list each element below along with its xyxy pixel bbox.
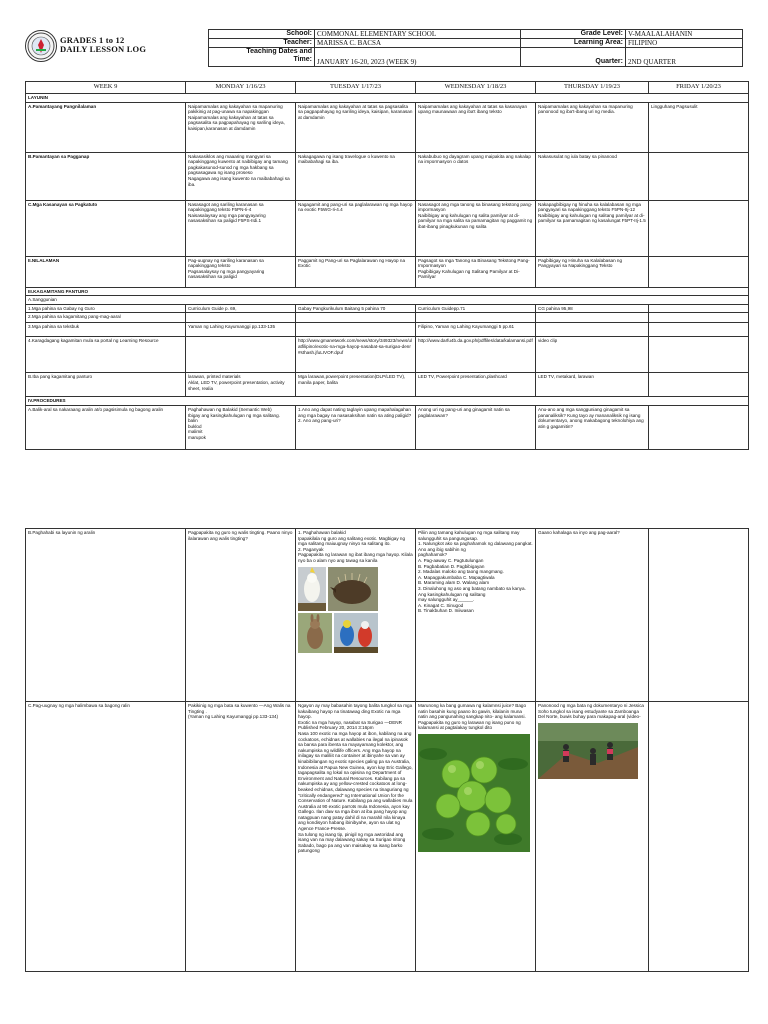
documentary-photo (538, 723, 638, 779)
cell-tuesday: Paggamit ng Pang-uri sa Paglalarawan ng Hayop na Exotic (296, 256, 416, 287)
row-label: B.Iba pang kagamitang panturo (26, 373, 186, 397)
cell-friday (649, 323, 749, 337)
cell-monday: Pakikinig ng mga bata sa kuwento —Ang Walis na Tingting . (Yaman ng Lahing Kayumanggi pp.133-134) (186, 702, 296, 972)
cell-monday: Pagpapakita ng guro ng walis tingting. Paano ninyo ilalarawan ang walis tingting? (186, 529, 296, 702)
portal-link-tuesday[interactable]: http://www.gmanetwork.com/news/story/349323/news/ulatfilipino/exotic-na-mga-hayop-nasabat-sa-surigao-denr#sthash.jfuLIVOF.dpuf (296, 337, 416, 373)
table-row (26, 313, 749, 323)
title-line1: GRADES 1 to 12 (60, 35, 125, 45)
parrots-photo (334, 613, 378, 653)
cell-tuesday: 1.Ano ang dapat nating taglayin upang mapahalagahan ang mga bagay na nasasaksihan natin sa ating paligid? 2. Ano ang pang-uri? (296, 405, 416, 449)
section-row (26, 296, 749, 305)
cell-wednesday: Curriculum Guidepp.71 (416, 304, 536, 313)
cell-thursday: Anu-ano ang mga sangguniang ginagamit sa pananaliksik? Kung tayo ay mananaliksik ng isang dokumentaryo, anong makabagong teknolohiya ang atin g gagamitin? (536, 405, 649, 449)
cell-monday: Pag-uugnay ng sariling karanasan sa napakinggang teksto Pagsasalaysay ng mga pangyayaring nasasaksihan sa paligid (186, 256, 296, 287)
grade-label: Grade Level: (521, 30, 626, 39)
row-label: II.NILALAMAN (26, 256, 186, 287)
col-friday: FRIDAY 1/20/23 (649, 82, 749, 94)
dates-label (209, 48, 315, 67)
cell-wednesday: LED TV, Powerpoint presentation,plashcard (416, 373, 536, 397)
cell-monday (186, 337, 296, 373)
col-thursday: THURSDAY 1/19/23 (536, 82, 649, 94)
cell-monday: Naipamamalas ang kakayahan sa mapanuring pakikinig at pag-unawa sa napakinggan Naipamamalas ang kakayahan at tatas sa pagsasalita sa pagpapahayag ng sariling ideya, kaisipan,karanasan at damdamin (186, 102, 296, 152)
row-label: 1.Mga pahina sa Gabay ng Guro (26, 304, 186, 313)
table-row (26, 323, 749, 337)
cell-wednesday (416, 313, 536, 323)
cell-friday (649, 702, 749, 972)
cell-friday (649, 313, 749, 323)
dates-label-line1: Teaching Dates and (246, 48, 312, 55)
section-layunin: LAYUNIN (26, 94, 749, 103)
cell-monday: Paghahawan ng Balakid (Semantic Web) Ibigay ang kasingkahulugan ng mga salitang. balin buklod malimit marupok (186, 405, 296, 449)
cell-thursday (536, 313, 649, 323)
col-tuesday: TUESDAY 1/17/23 (296, 82, 416, 94)
cell-wednesday: Naipamamalas ang kakayahan at tatas sa kasanayan upang maunawaan ang iba't ibang teksto (416, 102, 536, 152)
table-row (26, 102, 749, 152)
header-table (208, 29, 743, 67)
cell-tuesday: Mga larawan,powerpoint presentation(DLP/LED TV), manila paper, balita (296, 373, 416, 397)
animal-photos-bottom (298, 613, 413, 653)
cell-tuesday-text: 1. Paghahawan balakid Ipapakilala ng guro ang salitang exotic. Magbigay ng mga salitang maiuugnay ninyo sa salitang ito. 2. Paganyak Pagpapakita ng larawan ng ibat ibang mga hayop. Kilala nyo ba o alam nyo ang tawag sa kanila (298, 530, 413, 563)
dates-value: JANUARY 16-20, 2023 (WEEK 9) (315, 48, 521, 67)
cell-tuesday (296, 323, 416, 337)
table-row (26, 373, 749, 397)
cell-thursday: Nakapagbibigay ng hinuha sa kalalabasan ng mga pangyayari sa napakinggang teksto F5PN-IIj-12 Naibibigay ang kahulugan ng salitang pamilyar at di-pamilyar sa pamamagitan ng kasalungat F5PT-IIj-1.5 (536, 200, 649, 256)
cell-friday (649, 256, 749, 287)
row-label: C.Pag-uugnay ng mga halimbawa sa bagong ralin (26, 702, 186, 972)
echidna-photo (328, 567, 378, 611)
cell-friday (649, 337, 749, 373)
cell-wednesday (416, 702, 536, 972)
cell-friday (649, 152, 749, 200)
row-label: A.Balik-aral sa nakaraang aralin at/o pagsisimula ng bagong aralin (26, 405, 186, 449)
cell-friday: Lingguhang Pagsusulit (649, 102, 749, 152)
cell-tuesday: Naipamamalas ang kakayahan at tatas sa pagsasalita sa pagpapahayag ng sariling ideya, kaisipan, karanasan at damdamin (296, 102, 416, 152)
cell-monday: larawan, printed materials Aklat, LED TV, powerpoint presentation, activity sheet, realia (186, 373, 296, 397)
cell-monday: Yaman ng Lahing Kayumanggi pp.133-135 (186, 323, 296, 337)
section-sanggunian: A.Sanggunian (26, 296, 749, 305)
table-row (26, 200, 749, 256)
day-header-row (26, 82, 749, 94)
cell-thursday: video clip (536, 337, 649, 373)
row-label: B.Pamantayan sa Pagganap (26, 152, 186, 200)
col-wednesday: WEDNESDAY 1/18/23 (416, 82, 536, 94)
cell-wednesday: Anong uri ng pang-uri ang ginagamit natin sa paglalarawan? (416, 405, 536, 449)
cell-thursday: CG pahina 95,98 (536, 304, 649, 313)
table-row (26, 405, 749, 449)
document-title (60, 36, 210, 54)
seal-icon (26, 31, 56, 61)
table-row (26, 152, 749, 200)
cell-thursday: LED TV, metakard, larawan (536, 373, 649, 397)
cell-thursday: Pagbibigay ng Hinuha sa Kalalabasan ng Pangyayari sa Napakinggang Teksto (536, 256, 649, 287)
table-row (26, 702, 749, 972)
cell-friday (649, 405, 749, 449)
cell-monday (186, 313, 296, 323)
cell-wednesday: Nakabubuo ng dayagram upang maipakita ang nakalap na impormasyon o datos (416, 152, 536, 200)
cell-thursday: Naipamamalas ang kakayahan sa mapanuring panonood ng iba't-ibang uri ng media. (536, 102, 649, 152)
title-line2: DAILY LESSON LOG (60, 44, 147, 54)
section-row (26, 397, 749, 406)
school-label: School: (209, 30, 315, 39)
cell-thursday (536, 702, 649, 972)
lesson-log-table-page1 (25, 81, 749, 450)
col-monday: MONDAY 1/16/23 (186, 82, 296, 94)
portal-link-wednesday[interactable]: http://www.darfu4b.da.gov.ph/pdffiles/data/kalamansi.pdf (416, 337, 536, 373)
cell-tuesday: Nagagamit ang pang-uri sa paglalarawan ng mga hayop na exotic F5WG-Ii-4.4 (296, 200, 416, 256)
cockatoo-photo (298, 567, 326, 611)
cell-monday: Nasasagot ang sariling karanasan sa napakinggang teksto F5PN-Ii-4 Naisasalaysay ang mga pangyayaring nasasaksihan sa paligid F5PS-IIdi.1 (186, 200, 296, 256)
cell-friday (649, 304, 749, 313)
grade-value: V-MAALALAHANIN (626, 30, 743, 39)
dates-label-line2: Time: (293, 56, 312, 63)
row-label: B.Paghahabi sa layunin ng aralin (26, 529, 186, 702)
row-label: C.Mga Kasanayan sa Pagkatuto (26, 200, 186, 256)
row-label: 4.Karagdagang kagamitan mula sa portal ng Learning Resource (26, 337, 186, 373)
section-procedures: IV.PROCEDURES (26, 397, 749, 406)
cell-tuesday: Nakagagawa ng isang travelogue o kuwento na maibabahagi sa iba. (296, 152, 416, 200)
row-label: A.Pamantayang Pangnilalaman (26, 102, 186, 152)
cell-thursday: Gaano kahalaga sa inyo ang pag-aaral? (536, 529, 649, 702)
cell-friday (649, 200, 749, 256)
cell-monday: Curriculum Guide p. 69, (186, 304, 296, 313)
section-row (26, 94, 749, 103)
quarter-label: Quarter: (521, 48, 626, 67)
school-value: COMMONAL ELEMENTARY SCHOOL (315, 30, 521, 39)
cell-friday (649, 373, 749, 397)
row-label: 3.Mga pahina sa teksbuk (26, 323, 186, 337)
lesson-log-table-page2 (25, 528, 749, 972)
cell-tuesday (296, 313, 416, 323)
table-row (26, 304, 749, 313)
cell-wednesday: Piliin ang tamang kahulugan ng mga salitang may salungguhit sa pangungusap. 1. Nalungkot ako sa paghahamok ng dalawang pangkat. Ano ang ibig sabihin ng paghahamok? A. Pag-aaway C. Pagtutulungan B. Pagbabatian D. Pagbibigayan 2. Madalas maloko ang taong mangmang. A. Mapagpakumbaba C. Mapagtiwala B. Maraming alam D. Walang alam 3. Dinaluhong ng aso ang batang nambato sa kanya. Ang kasingkahulugan ng salitang may salungguhit ay______. A. Kinagat C. Sinugod B. Tinakbuhan D. Iniiwasan (416, 529, 536, 702)
cell-thursday (536, 323, 649, 337)
col-week: WEEK 9 (26, 82, 186, 94)
quarter-value: 2ND QUARTER (626, 48, 743, 67)
cell-wednesday: Nasasagot ang mga tanong sa binasang tekstong pang-impormasyon Naibibigay ang kahulugan ng salita pamilyar at di-pamilyar na mga salita sa pamamagitan ng paggamit ng ibat-ibang pinagkukunan ng salita (416, 200, 536, 256)
teacher-label: Teacher: (209, 39, 315, 48)
table-row (26, 256, 749, 287)
cell-wednesday: Pagsagot sa mga Tanong sa Binasang Tekstong Pang-Impormasyon Pagbibigay Kahulugan ng Salitang Pamilyar at Di-Pamilyar (416, 256, 536, 287)
wallaby-photo (298, 613, 332, 653)
section-kagamitan: III.KAGAMITANG PANTURO (26, 287, 749, 296)
row-label: 2.Mga pahina sa kagamitang pang-mag-aaral (26, 313, 186, 323)
cell-thursday: Nakasusulat ng iula batay sa pinanood (536, 152, 649, 200)
area-value: FILIPINO (626, 39, 743, 48)
table-row (26, 337, 749, 373)
cell-tuesday (296, 529, 416, 702)
animal-photos-top (298, 567, 413, 611)
table-row (26, 529, 749, 702)
cell-tuesday: Gabay Pangkurikulum Baitang 5 pahina 70 (296, 304, 416, 313)
cell-tuesday: Ngayon ay may babasahin tayong balita tungkol sa mga kakaibang hayop na tinatawag ding Exotic na mga hayop. Exotic na mga hayop, nasabat sa Surigao —DENR Published February 20, 2014 3:16pm Nasa 100 exotic na mga hayop at ibon, kabilang na ang cockatoos, echidnas at wallabies na ilegal na ipinasok sa bansa para ibenta sa mayayamang kolektor, ang nakumpiska ng wildlife officers. Ang mga hayop na inilagay sa maliliit na container at ibinyahe sa van ay kinabibilangan ng exotic species galing pa sa Australia, Indonesia at Papua New Guinea, ayon kay Eric Gallego, tagapagsalita ng lokal na opisina ng Department of Environment and Natural Resources. Kabilang pa sa nakumpiska ay ang yellow-crested cockatoos at long-beaked echidnas, dalawang species na tinaguriang ng "critically endangered" ng International Union for the Conservation of Nature. Kabilang pa ang wallabies mula Australia at 90 exotic parrots mula Indonesia, ayon kay Gallego. Ilan daw sa mga ibon at iba pang hayop ang natagpuan nang patay dahil di na marahil nila kinaya ang kondisyon habang ibinibyahe, ayon sa ulat ng Agence France-Presse. Sa tulong ng isang tip, pinigil ng mga awtoridad ang isang van na may dalawang sakay sa Surigao nitong Sabado, bago pa ang van maisakay sa isang barko patungong (296, 702, 416, 972)
cell-wednesday-text: Marunong ka bang gumawa ng kalamnsi juice? Bago natin basahin kung paano ito gawin, kilalanin muna natin ang pangunahing sangkap nito- ang kalamansi. Pagpapakita ng guro ng larawan ng isang puno ng kalamansi at pagtalakay tungkol dito (418, 703, 527, 731)
cell-monday: Nakasasiklos ang maaaring mangyari sa napakinggang kuwento at naibibigay ang tamang pagkakasunod-sunod ng mga hakbang sa pagsasagawa ng isang proseso Nagagawa ang isang kuwento na maibabahagi sa iba. (186, 152, 296, 200)
section-row (26, 287, 749, 296)
cell-thursday-text: Panonood ng mga bata ng dokumentaryo ni Jessica Soho tungkol sa isang estudyante sa Zamboanga Del Norte, buwis buhay para makapag-aral (video- (538, 703, 644, 720)
area-label: Learning Area: (521, 39, 626, 48)
cell-wednesday: Filipino, Yaman ng Lahing Kayumanggi 5 pp.61 (416, 323, 536, 337)
cell-friday (649, 529, 749, 702)
deped-logo (25, 30, 57, 62)
kalamansi-photo (418, 734, 530, 852)
teacher-value: MARISSA C. BACSA (315, 39, 521, 48)
